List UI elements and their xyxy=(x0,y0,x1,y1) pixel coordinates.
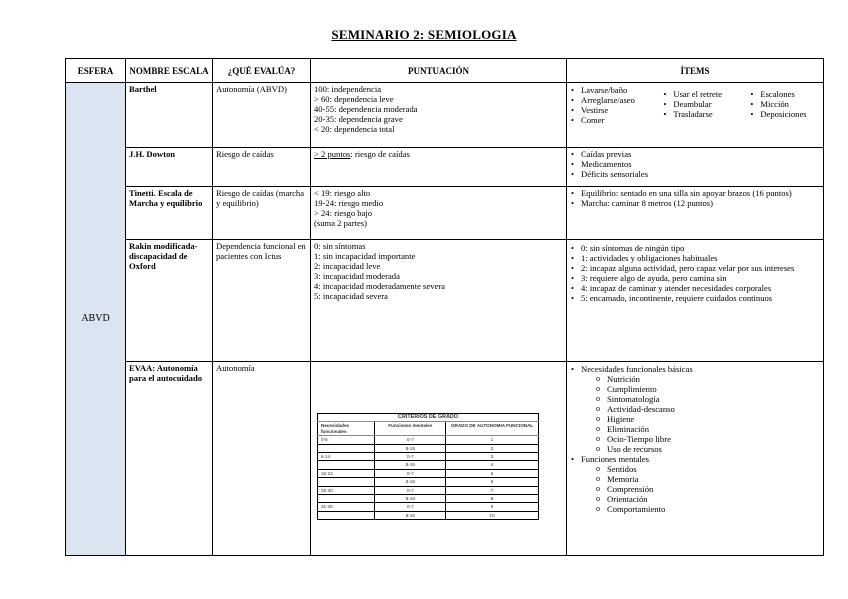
criterios-cell: 0-7 xyxy=(375,436,446,444)
list-item xyxy=(581,364,820,454)
list-item: • Lavarse/baño xyxy=(581,85,662,95)
criterios-cell xyxy=(318,511,375,519)
puntuacion-threshold: > 2 puntos xyxy=(314,149,351,159)
scale-name: Tinetti. Escala de Marcha y equilibrio xyxy=(126,187,213,240)
criterios-cell: 2 xyxy=(446,444,539,452)
table-row-rakin xyxy=(66,240,824,362)
puntuacion-line: 19-24: riesgo medio xyxy=(314,198,384,208)
header-puntuacion: PUNTUACIÓN xyxy=(311,59,567,83)
scale-name: EVAA: Autonomía para el autocuidado xyxy=(126,362,213,556)
sub-item: o Orientación xyxy=(607,494,820,504)
criterios-cell: 6 xyxy=(446,478,539,486)
criterios-col-header: Necesidades funcionales xyxy=(318,422,375,436)
puntuacion-line: (suma 2 partes) xyxy=(314,218,367,228)
criterios-cell: 8-15 xyxy=(375,511,446,519)
criterios-title: CRITERIOS DE GRADO xyxy=(318,414,539,422)
sub-item: o Higiene xyxy=(607,414,820,424)
puntuacion-line: 100: independencia xyxy=(314,84,382,94)
sub-item: o Uso de recursos xyxy=(607,444,820,454)
scale-evalua: Riesgo de caídas xyxy=(213,148,311,187)
list-item xyxy=(581,454,820,514)
criterios-cell: 8-15 xyxy=(375,478,446,486)
list-item: • Escalones xyxy=(760,89,820,99)
list-item: • 2: incapaz alguna actividad, pero capaz velar por sus intereses xyxy=(581,263,820,273)
puntuacion-line: > 60: dependencia leve xyxy=(314,94,394,104)
scale-name: Rakin modificada-discapacidad de Oxford xyxy=(126,240,213,362)
criterios-cell: 10 xyxy=(446,511,539,519)
list-item: • Deambular xyxy=(673,99,749,109)
scale-evalua: Autonomía (ABVD) xyxy=(213,83,311,148)
table-row-dowton xyxy=(66,148,824,187)
page-title: SEMINARIO 2: SEMIOLOGIA xyxy=(331,27,517,42)
table-row-evaa xyxy=(66,362,824,556)
puntuacion-line: 0: sin síntomas xyxy=(314,241,366,251)
sub-item: o Comprensión xyxy=(607,484,820,494)
criterios-cell: 0-7 xyxy=(375,503,446,511)
criterios-col-header: Funciones mentales xyxy=(375,422,446,436)
list-item: • Equilibrio: sentado en una silla sin apoyar brazos (16 puntos) xyxy=(581,188,820,198)
list-item: • 0: sin síntomas de ningún tipo xyxy=(581,243,820,253)
sub-item: o Sintomatología xyxy=(607,394,820,404)
scale-items xyxy=(567,362,824,556)
list-item: • 3: requiere algo de ayuda, pero camina sin xyxy=(581,273,820,283)
list-item: • 1: actividades y obligaciones habituales xyxy=(581,253,820,263)
criterios-cell: 8 xyxy=(446,495,539,503)
sub-item: o Comportamiento xyxy=(607,504,820,514)
puntuacion-text: : riesgo de caídas xyxy=(350,149,410,159)
header-items: ÍTEMS xyxy=(567,59,824,83)
criterios-cell: 9 xyxy=(446,503,539,511)
criterios-image xyxy=(317,413,539,520)
criterios-cell: 0-7 xyxy=(375,453,446,461)
list-item: • Comer xyxy=(581,115,662,125)
list-item: • Trasladarse xyxy=(673,109,749,119)
puntuacion-line: 4: incapacidad moderadamente severa xyxy=(314,281,445,291)
header-evalua: ¿QUÉ EVALÚA? xyxy=(213,59,311,83)
group-label: Necesidades funcionales básicas xyxy=(581,364,693,374)
sub-item: o Nutrición xyxy=(607,374,820,384)
puntuacion-line: 2: incapacidad leve xyxy=(314,261,381,271)
criterios-cell: 0-7 xyxy=(375,469,446,477)
criterios-cell: 3 xyxy=(446,453,539,461)
sub-item: o Memoria xyxy=(607,474,820,484)
list-item: • Usar el retrete xyxy=(673,89,749,99)
criterios-cell: 15-24 xyxy=(318,469,375,477)
scale-puntuacion xyxy=(311,187,567,240)
criterios-cell: 4 xyxy=(446,461,539,469)
scale-items xyxy=(567,83,824,148)
criterios-cell: 25-30 xyxy=(318,486,375,494)
sub-item: o Eliminación xyxy=(607,424,820,434)
criterios-cell: 7 xyxy=(446,486,539,494)
criterios-cell: 8-15 xyxy=(375,461,446,469)
scale-name: J.H. Dowton xyxy=(126,148,213,187)
scale-evalua: Dependencia funcional en pacientes con Ictus xyxy=(213,240,311,362)
scale-items xyxy=(567,240,824,362)
sub-item: o Ocio-Tiempo libre xyxy=(607,434,820,444)
puntuacion-line: > 24: riesgo bajo xyxy=(314,208,373,218)
criterios-cell xyxy=(318,444,375,452)
scale-evalua: Autonomía xyxy=(213,362,311,556)
list-item: • Marcha: caminar 8 metros (12 puntos) xyxy=(581,198,820,208)
criterios-cell: 8-15 xyxy=(375,495,446,503)
header-nombre: NOMBRE ESCALA xyxy=(126,59,213,83)
criterios-cell: 31-36 xyxy=(318,503,375,511)
semiologia-table xyxy=(65,58,824,556)
criterios-cell xyxy=(318,461,375,469)
header-row xyxy=(66,59,824,83)
barthel-items-grid xyxy=(570,84,820,125)
list-item: • Caídas previas xyxy=(581,149,820,159)
list-item: • Micción xyxy=(760,99,820,109)
list-item: • Medicamentos xyxy=(581,159,820,169)
sub-item: o Sentidos xyxy=(607,464,820,474)
criterios-cell xyxy=(318,478,375,486)
esfera-cell: ABVD xyxy=(66,83,126,556)
list-item: • Vestirse xyxy=(581,105,662,115)
list-item: • Déficits sensoriales xyxy=(581,169,820,179)
scale-puntuacion xyxy=(311,148,567,187)
criterios-cell: 6-14 xyxy=(318,453,375,461)
header-esfera: ESFERA xyxy=(66,59,126,83)
puntuacion-line: 3: incapacidad moderada xyxy=(314,271,400,281)
criterios-col-header: GRADO DE AUTONOMIA FUNCIONAL xyxy=(446,422,539,436)
criterios-cell: 0-5 xyxy=(318,436,375,444)
group-label: Funciones mentales xyxy=(581,454,650,464)
scale-evalua: Riesgo de caídas (marcha y equilibrio) xyxy=(213,187,311,240)
criterios-cell: 8-15 xyxy=(375,444,446,452)
scale-puntuacion xyxy=(311,83,567,148)
list-item: • Arreglarse/aseo xyxy=(581,95,662,105)
table-row-barthel xyxy=(66,83,824,148)
criterios-cell: 1 xyxy=(446,436,539,444)
scale-items xyxy=(567,187,824,240)
list-item: • 4: incapaz de caminar y atender necesidades corporales xyxy=(581,283,820,293)
scale-name: Barthel xyxy=(126,83,213,148)
list-item: • Deposiciones xyxy=(760,109,820,119)
criterios-cell xyxy=(318,495,375,503)
criterios-table xyxy=(317,413,539,520)
table-row-tinetti xyxy=(66,187,824,240)
puntuacion-line: 20-35: dependencia grave xyxy=(314,114,403,124)
criterios-cell: 5 xyxy=(446,469,539,477)
scale-puntuacion xyxy=(311,240,567,362)
puntuacion-line: 5: incapacidad severa xyxy=(314,291,388,301)
scale-items xyxy=(567,148,824,187)
puntuacion-line: 40-55: dependencia moderada xyxy=(314,104,418,114)
criterios-cell: 0-7 xyxy=(375,486,446,494)
list-item: • 5: encamado, incontinente, requiere cuidados continuos xyxy=(581,293,820,303)
puntuacion-line: < 20: dependencia total xyxy=(314,124,395,134)
sub-item: o Actividad-descanso xyxy=(607,404,820,414)
puntuacion-line: < 19: riesgo alto xyxy=(314,188,371,198)
sub-item: o Cumplimiento xyxy=(607,384,820,394)
puntuacion-line: 1: sin incapacidad importante xyxy=(314,251,416,261)
scale-puntuacion xyxy=(311,362,567,556)
